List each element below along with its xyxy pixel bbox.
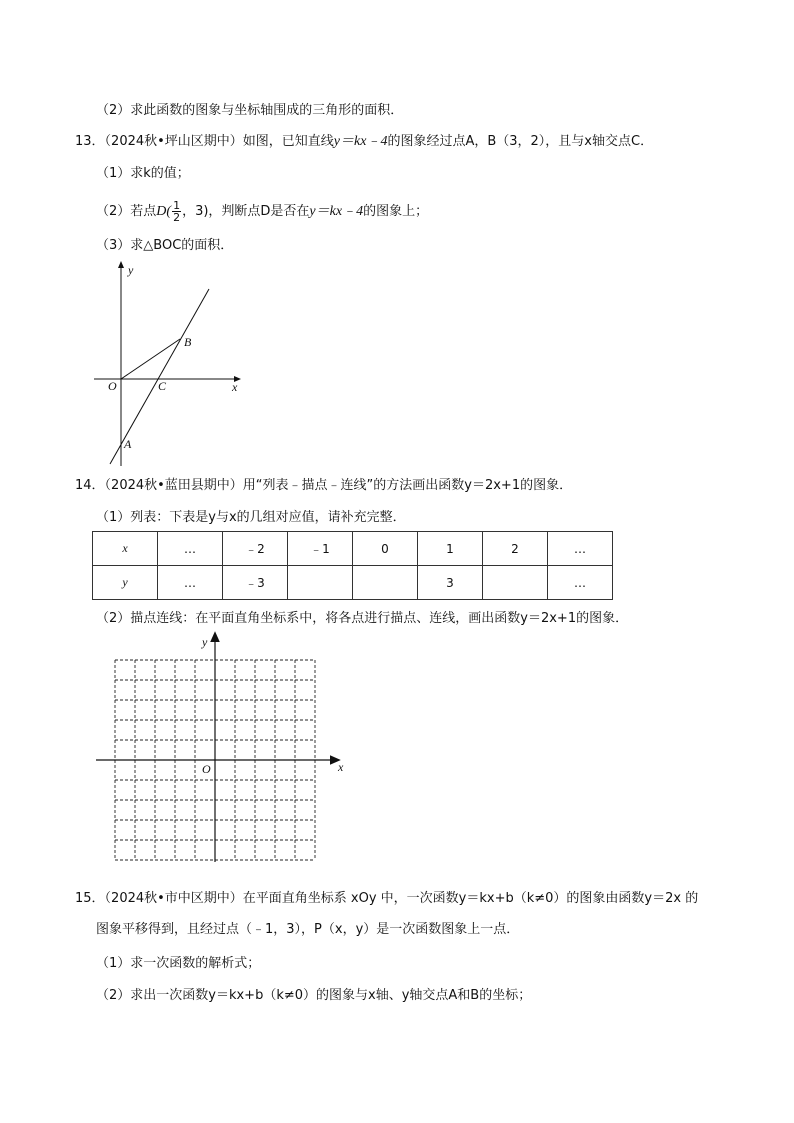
q13-figure xyxy=(88,258,248,468)
q13-part1: （1）求k的值； xyxy=(96,166,190,181)
q13-stem-pre: 13．（2024秋•坪山区期中）如图，已知直线 xyxy=(75,134,334,149)
q13-part3: （3）求△BOC的面积． xyxy=(96,238,234,253)
q12-part2: （2）求此函数的图象与坐标轴围成的三角形的面积． xyxy=(96,103,404,118)
q13-fraction-denominator: 2 xyxy=(173,211,181,224)
q14-part1: （1）列表：下表是y与x的几组对应值，请补充完整． xyxy=(96,510,406,525)
q13-label-x: x xyxy=(232,380,238,394)
q15-part1: （1）求一次函数的解析式； xyxy=(96,956,261,971)
q13-part2-mid: ，3)，判断点D是否在 xyxy=(182,204,310,219)
table-cell: ﹣3 xyxy=(223,566,288,600)
q15-stem-line1: 15．（2024秋•市中区期中）在平面直角坐标系 xOy 中，一次函数y＝kx+b（k≠0）的图象由函数y＝2x 的 xyxy=(75,891,699,906)
table-cell: … xyxy=(158,566,223,600)
q13-stem xyxy=(75,133,653,151)
table-row-x xyxy=(93,532,613,566)
q13-label-b: B xyxy=(184,335,192,349)
table-cell: ﹣1 xyxy=(288,532,353,566)
q14-label-o: O xyxy=(202,762,211,776)
q13-label-y: y xyxy=(128,263,134,277)
q14-label-y: y xyxy=(202,635,208,649)
q13-part2 xyxy=(96,200,428,223)
q13-part2-pre: （2）若点 xyxy=(96,204,157,219)
table-cell: … xyxy=(548,532,613,566)
q13-part2-equation: y＝kx﹣4 xyxy=(309,204,364,219)
table-cell: y xyxy=(93,566,158,600)
table-cell: x xyxy=(93,532,158,566)
table-cell: ﹣2 xyxy=(223,532,288,566)
q13-fraction-numerator: 1 xyxy=(173,199,181,212)
q14-stem: 14．（2024秋•蓝田县期中）用“列表﹣描点﹣连线”的方法画出函数y＝2x+1的图象． xyxy=(75,478,573,493)
q13-part2-post: 的图象上； xyxy=(363,204,429,219)
q13-stem-post: 的图象经过点A，B（3，2），且与x轴交点C． xyxy=(387,134,654,149)
table-cell: 2 xyxy=(483,532,548,566)
q13-stem-equation: y＝kx﹣4 xyxy=(333,134,388,149)
q13-label-c: C xyxy=(158,379,167,393)
q13-label-a: A xyxy=(124,437,132,451)
q14-part2: （2）描点连线：在平面直角坐标系中，将各点进行描点、连线，画出函数y＝2x+1的图象． xyxy=(96,611,629,626)
q13-fraction xyxy=(172,200,181,223)
table-cell: … xyxy=(548,566,613,600)
table-cell xyxy=(353,566,418,600)
table-cell: … xyxy=(158,532,223,566)
table-cell xyxy=(483,566,548,600)
q13-segment-ob xyxy=(121,339,180,379)
q14-grid-figure xyxy=(90,630,352,866)
value-table xyxy=(92,531,613,600)
table-cell: 3 xyxy=(418,566,483,600)
table-cell: 1 xyxy=(418,532,483,566)
table-row-y xyxy=(93,566,613,600)
q13-label-o: O xyxy=(108,379,117,393)
table-cell: 0 xyxy=(353,532,418,566)
q15-stem-line2: 图象平移得到，且经过点（﹣1，3），P（x，y）是一次函数图象上一点． xyxy=(96,922,520,937)
q15-part2: （2）求出一次函数y＝kx+b（k≠0）的图象与x轴、y轴交点A和B的坐标； xyxy=(96,988,532,1003)
q14-label-x: x xyxy=(338,760,344,774)
q13-point-d: D( xyxy=(156,204,172,219)
table-cell xyxy=(288,566,353,600)
